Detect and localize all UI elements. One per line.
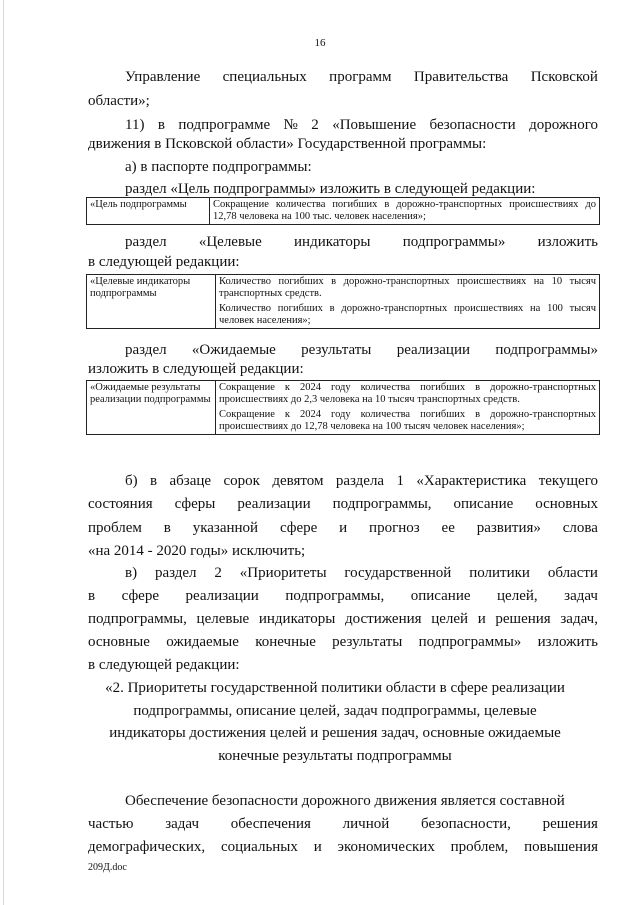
word: задач (165, 816, 200, 832)
word: экономических (337, 839, 435, 855)
goal-table-label: «Цель подпрограммы (87, 198, 210, 225)
word: текущего (538, 473, 598, 489)
text-line-4: движения в Псковской области» Государственной программы: (88, 136, 487, 152)
word: задач (564, 588, 598, 604)
text-line-9 (125, 341, 598, 359)
word: указанной (192, 520, 259, 536)
goal-table-value: Сокращение количества погибших в дорожно-транспортных происшествиях до 12,78 человека на 100 тыс. человек населения»; (210, 198, 600, 225)
word: в (150, 473, 158, 489)
word: сфере (279, 520, 318, 536)
word: описание (453, 496, 514, 512)
word: слова (562, 520, 598, 536)
text-line-14: «на 2014 - 2020 годы» исключить; (88, 543, 306, 559)
word: специальных (222, 69, 307, 85)
word: изложить (537, 634, 598, 650)
word: проблем, (450, 839, 509, 855)
word: «Приоритеты (239, 565, 327, 581)
text-line-17 (88, 610, 598, 628)
word: раздел (125, 342, 167, 358)
word: основных (535, 496, 598, 512)
text-line-15 (125, 564, 598, 582)
paragraph-line-1: Обеспечение безопасности дорожного движения является составной (125, 793, 565, 809)
word: и (313, 839, 322, 855)
word: состояния (88, 496, 153, 512)
file-name-footer: 209Д.doc (88, 862, 127, 873)
scan-edge (3, 0, 4, 905)
word: целей, (497, 588, 538, 604)
word: индикаторы (258, 611, 336, 627)
paragraph-line-2 (88, 815, 598, 833)
word: подпрограммы, (88, 611, 187, 627)
word: «Характеристика (416, 473, 527, 489)
word: дорожного (529, 117, 598, 133)
word: политики (469, 565, 530, 581)
word: задач, (560, 611, 598, 627)
word: «Повышение (332, 117, 417, 133)
word: сферы (174, 496, 216, 512)
word: развития» (476, 520, 541, 536)
results-table-label: «Ожидаемые результаты реализации подпрограммы (87, 381, 216, 435)
word: «Целевые (198, 234, 262, 250)
word: конечные (255, 634, 316, 650)
word: программ (329, 69, 392, 85)
text-line-1 (125, 68, 598, 86)
word: реализации (396, 342, 470, 358)
word: целевые (196, 611, 250, 627)
word: реализации (185, 588, 259, 604)
word: № (283, 117, 298, 133)
word: раздел (125, 234, 167, 250)
indicators-table (86, 274, 600, 329)
word: подпрограммы» (402, 234, 506, 250)
text-line-2: области»; (88, 93, 150, 109)
word: ожидаемые (166, 634, 239, 650)
word: 1 (396, 473, 404, 489)
text-line-6: раздел «Цель подпрограммы» изложить в следующей редакции: (125, 181, 536, 197)
indicators-table-value (216, 275, 600, 329)
word: решения (542, 816, 598, 832)
section-heading-line-1: «2. Приоритеты государственной политики области в сфере реализации (105, 680, 565, 696)
word: безопасности, (421, 816, 511, 832)
word: достижения (345, 611, 422, 627)
word: основные (88, 634, 150, 650)
result-2: Сокращение к 2024 году количества погибших в дорожно-транспортных происшествиях до 12,78 человека на 100 тысяч человек населения»; (219, 409, 596, 432)
word: раздел (154, 565, 197, 581)
word: Правительства (413, 69, 509, 85)
word: безопасности (429, 117, 516, 133)
word: «Ожидаемые (191, 342, 276, 358)
word: подпрограмме (178, 117, 271, 133)
section-heading-line-4: конечные результаты подпрограммы (218, 748, 452, 764)
word: и (477, 611, 486, 627)
indicators-table-label: «Целевые индикаторы подпрограммы (87, 275, 216, 329)
paragraph-line-3 (88, 838, 598, 856)
word: реализации (237, 496, 311, 512)
word: и (339, 520, 348, 536)
word: 2 (311, 117, 319, 133)
word: подпрограммы» (418, 634, 522, 650)
word: подпрограммы, (332, 496, 432, 512)
word: обеспечения (230, 816, 311, 832)
word: индикаторы (294, 234, 371, 250)
section-heading-line-3: индикаторы достижения целей и решения задач, основные ожидаемые (109, 725, 561, 741)
text-line-5: а) в паспорте подпрограммы: (125, 159, 312, 175)
word: абзаце (169, 473, 212, 489)
word: прогноз (369, 520, 420, 536)
word: подпрограммы, (285, 588, 385, 604)
word: раздела (335, 473, 385, 489)
word: результаты (332, 634, 403, 650)
goal-table (86, 197, 600, 225)
word: сорок (223, 473, 260, 489)
word: ее (441, 520, 455, 536)
word: решения (495, 611, 551, 627)
page-number: 16 (314, 37, 326, 49)
word: в (88, 588, 96, 604)
word: частью (88, 816, 134, 832)
word: изложить (537, 234, 598, 250)
indicator-1: Количество погибших в дорожно-транспортных происшествиях на 10 тысяч транспортных средств. (219, 276, 596, 299)
word: социальных (220, 839, 298, 855)
word: целей (431, 611, 469, 627)
word: сфере (121, 588, 159, 604)
word: результаты (301, 342, 372, 358)
text-line-11 (125, 472, 598, 490)
results-table-value (216, 381, 600, 435)
text-line-16 (88, 587, 598, 605)
word: Псковской (530, 69, 598, 85)
word: повышения (524, 839, 598, 855)
results-table (86, 380, 600, 435)
text-line-7 (125, 233, 598, 251)
word: демографических, (88, 839, 206, 855)
text-line-13 (88, 519, 598, 537)
text-line-3 (125, 116, 598, 134)
word: подпрограммы» (495, 342, 598, 358)
word: б) (125, 473, 138, 489)
word: проблем (88, 520, 142, 536)
word: девятом (272, 473, 324, 489)
word: в (163, 520, 171, 536)
word: 2 (214, 565, 222, 581)
word: личной (342, 816, 390, 832)
text-line-10: изложить в следующей редакции: (88, 361, 304, 377)
text-line-8: в следующей редакции: (88, 254, 240, 270)
text-line-12 (88, 495, 598, 513)
word: в) (125, 565, 138, 581)
indicator-2: Количество погибших в дорожно-транспортных происшествиях на 100 тысяч человек населения»; (219, 303, 596, 326)
word: области (547, 565, 598, 581)
result-1: Сокращение к 2024 году количества погибших в дорожно-транспортных происшествиях до 2,3 человека на 10 тысяч транспортных средств. (219, 382, 596, 405)
text-line-18 (88, 633, 598, 651)
word: 11) (125, 117, 145, 133)
word: государственной (344, 565, 452, 581)
word: Управление (125, 69, 201, 85)
section-heading-line-2: подпрограммы, описание целей, задач подпрограммы, целевые (133, 703, 537, 719)
word: в (157, 117, 165, 133)
word: описание (410, 588, 471, 604)
text-line-19: в следующей редакции: (88, 657, 240, 673)
